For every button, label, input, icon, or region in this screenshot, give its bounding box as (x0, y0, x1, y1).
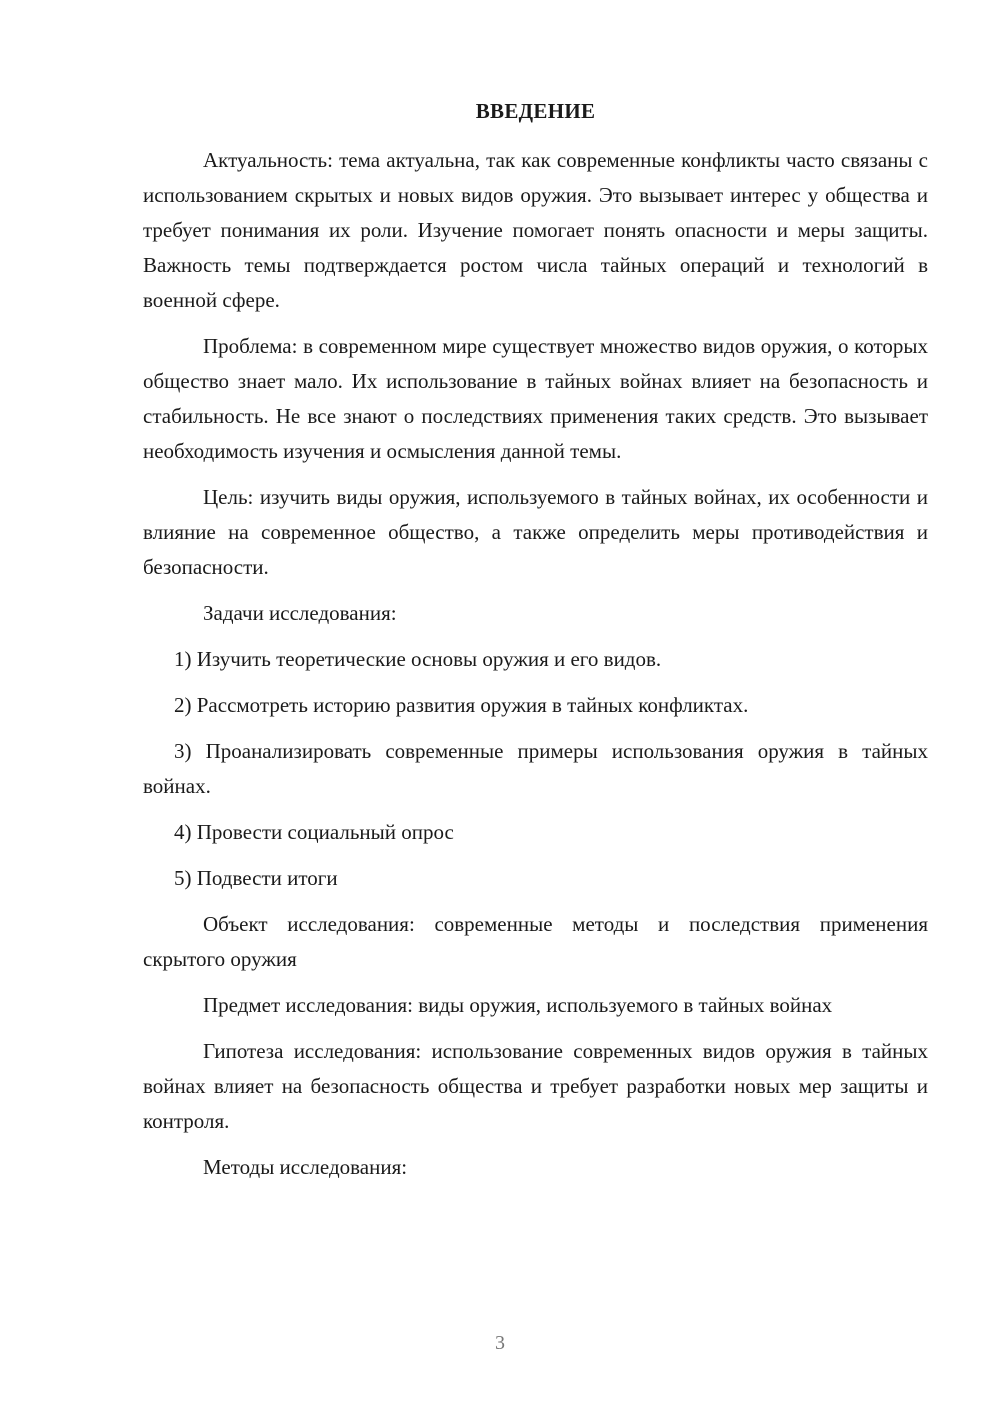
problem-paragraph: Проблема: в современном мире существует множество видов оружия, о которых общество знает мало. Их использование в тайных войнах влияет на безопасность и стабильность. Не все знают о последствиях применения таких средств. Это вызывает необходимость изучения и осмысления данной темы. (143, 334, 928, 463)
subject-paragraph: Предмет исследования: виды оружия, используемого в тайных войнах (203, 993, 833, 1017)
page-number: 3 (495, 1332, 505, 1354)
relevance-paragraph: Актуальность: тема актуальна, так как современные конфликты часто связаны с использованием скрытых и новых видов оружия. Это вызывает интерес у общества и требует понимания их роли. Изучение помогает понять опасности и меры защиты. Важность темы подтверждается ростом числа тайных операций и технологий в военной сфере. (143, 148, 928, 312)
goal-paragraph: Цель: изучить виды оружия, используемого в тайных войнах, их особенности и влияние на современное общество, а также определить меры противодействия и безопасности. (143, 485, 928, 579)
task-item-3: 3) Проанализировать современные примеры использования оружия в тайных войнах. (143, 739, 928, 798)
section-title: ВВЕДЕНИЕ (475, 99, 596, 123)
task-item-4: 4) Провести социальный опрос (174, 820, 454, 844)
task-item-2: 2) Рассмотреть историю развития оружия в тайных конфликтах. (174, 693, 749, 717)
methods-heading: Методы исследования: (203, 1155, 408, 1179)
tasks-heading: Задачи исследования: (203, 601, 397, 625)
task-item-5: 5) Подвести итоги (174, 866, 338, 890)
task-item-1: 1) Изучить теоретические основы оружия и его видов. (174, 647, 662, 671)
hypothesis-paragraph: Гипотеза исследования: использование современных видов оружия в тайных войнах влияет на безопасность общества и требует разработки новых мер защиты и контроля. (143, 1039, 928, 1133)
object-paragraph: Объект исследования: современные методы и последствия применения скрытого оружия (143, 912, 928, 971)
document-body (143, 94, 928, 1196)
